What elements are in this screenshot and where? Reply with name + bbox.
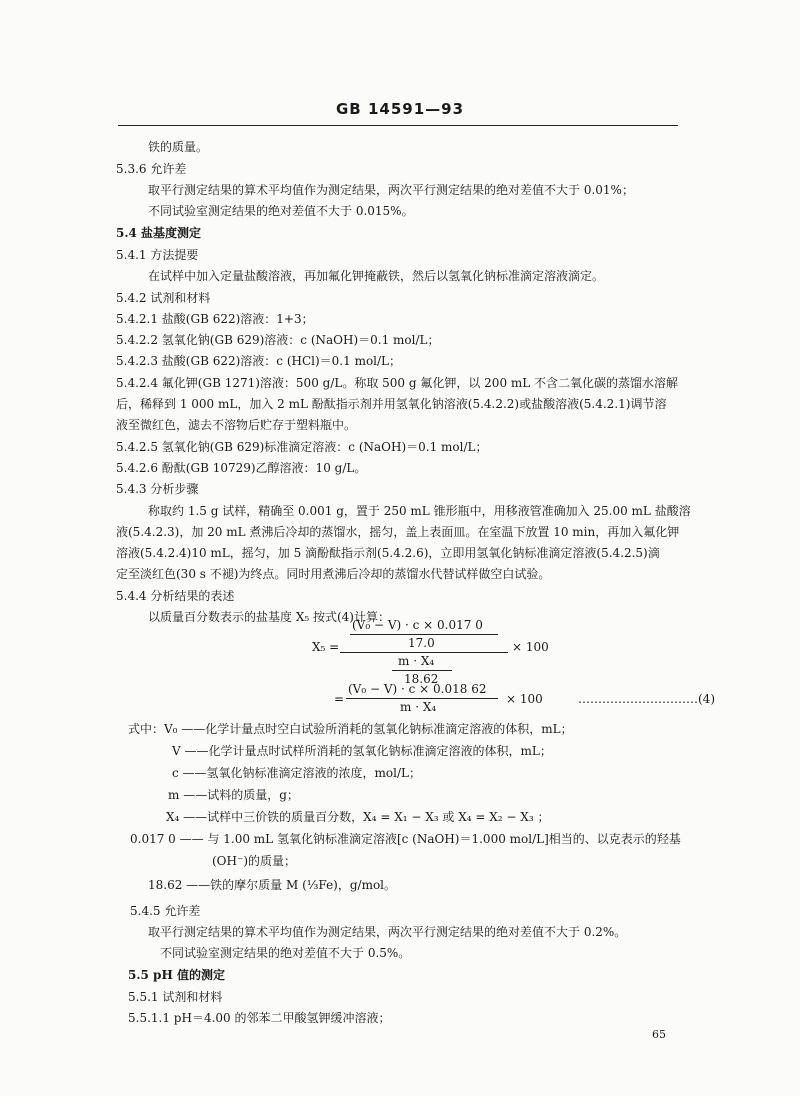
text-line: 5.4.2.1 盐酸(GB 622)溶液：1+3；: [116, 312, 314, 326]
text-line: 称取约 1.5 g 试样，精确至 0.001 g，置于 250 mL 锥形瓶中，用移液管准确加入 25.00 mL 盐酸溶: [148, 504, 691, 518]
variable-definition: X₄ ——试样中三价铁的质量百分数，X₄ = X₁ − X₃ 或 X₄ = X₂ − X₃ ；: [166, 810, 550, 824]
section-heading: 5.4.2 试剂和材料: [116, 291, 211, 305]
section-heading: 5.4.3 分析步骤: [116, 482, 199, 496]
text-line: 5.4.2.2 氢氧化钠(GB 629)溶液：c (NaOH)＝0.1 mol/L；: [116, 333, 440, 347]
text-line: 5.4.2.4 氟化钾(GB 1271)溶液：500 g/L。称取 500 g 氟化钾，以 200 mL 不含二氧化碳的蒸馏水溶解: [116, 376, 679, 390]
fraction-bar: [350, 634, 498, 635]
variable-definition: 18.62 ——铁的摩尔质量 M (⅓Fe)，g/mol。: [148, 878, 397, 892]
text-line: 在试样中加入定量盐酸溶液，再加氟化钾掩蔽铁，然后以氢氧化钠标准滴定溶液滴定。: [148, 269, 605, 283]
formula-numerator: (V₀ − V) · c × 0.018 62: [348, 682, 487, 696]
text-line: 5.4.2.6 酚酞(GB 10729)乙醇溶液：10 g/L。: [116, 461, 367, 475]
section-heading: 5.4.1 方法提要: [116, 248, 199, 262]
variable-definition: 式中：V₀ ——化学计量点时空白试验所消耗的氢氧化钠标准滴定溶液的体积，mL；: [128, 722, 573, 736]
text-line: 不同试验室测定结果的绝对差值不大于 0.015%。: [148, 204, 414, 218]
text-line: 铁的质量。: [148, 140, 209, 154]
text-line: 以质量百分数表示的盐基度 X₅ 按式(4)计算：: [148, 610, 390, 624]
formula-equals: =: [334, 692, 345, 706]
fraction-bar-main: [340, 652, 508, 653]
text-line: 取平行测定结果的算术平均值作为测定结果，两次平行测定结果的绝对差值不大于 0.01%；: [148, 183, 634, 197]
section-heading: 5.4.4 分析结果的表述: [116, 589, 235, 603]
page-number: 65: [652, 1028, 666, 1041]
variable-definition: 0.017 0 —— 与 1.00 mL 氢氧化钠标准滴定溶液[c (NaOH)＝1.000 mol/L]相当的、以克表示的羟基: [130, 832, 681, 846]
equation-number: …………………………(4): [578, 692, 715, 706]
text-line: 5.4.2.3 盐酸(GB 622)溶液：c (HCl)＝0.1 mol/L；: [116, 354, 402, 368]
fraction-bar: [346, 698, 498, 699]
formula-multiplier: × 100: [512, 640, 549, 654]
variable-definition: m ——试料的质量，g；: [168, 788, 299, 802]
section-heading: 5.5.1 试剂和材料: [128, 990, 223, 1004]
text-line: 不同试验室测定结果的绝对差值不大于 0.5%。: [160, 946, 411, 960]
document-code-header: GB 14591—93: [335, 100, 465, 118]
section-heading: 5.4.5 允许差: [130, 904, 201, 918]
fraction-bar: [392, 670, 452, 671]
variable-definition: c ——氢氧化钠标准滴定溶液的浓度，mol/L；: [172, 766, 421, 780]
text-line: 液至微红色，滤去不溶物后贮存于塑料瓶中。: [116, 418, 357, 432]
variable-definition: (OH⁻)的质量；: [212, 854, 297, 868]
formula-bottom-denominator: 18.62: [404, 672, 439, 686]
formula-top-numerator: (V₀ − V) · c × 0.017 0: [352, 618, 483, 632]
text-line: 溶液(5.4.2.4)10 mL，摇匀，加 5 滴酚酞指示剂(5.4.2.6)，立即用氢氧化钠标准滴定溶液(5.4.2.5)滴: [116, 546, 660, 560]
formula-lhs: X₅ =: [312, 640, 340, 654]
section-heading: 5.4 盐基度测定: [116, 226, 202, 240]
text-line: 定至淡红色(30 s 不褪)为终点。同时用煮沸后冷却的蒸馏水代替试样做空白试验。: [116, 567, 551, 581]
text-line: 取平行测定结果的算术平均值作为测定结果，两次平行测定结果的绝对差值不大于 0.2%。: [148, 925, 627, 939]
section-heading: 5.5 pH 值的测定: [128, 968, 225, 982]
variable-definition: V ——化学计量点时试样所消耗的氢氧化钠标准滴定溶液的体积，mL；: [172, 744, 552, 758]
formula-top-denominator: 17.0: [408, 636, 435, 650]
text-line: 5.4.2.5 氢氧化钠(GB 629)标准滴定溶液：c (NaOH)＝0.1 mol/L；: [116, 440, 488, 454]
formula-bottom-numerator: m · X₄: [398, 654, 435, 668]
section-heading: 5.3.6 允许差: [116, 162, 187, 176]
header-rule: [118, 125, 678, 126]
formula-multiplier: × 100: [506, 692, 543, 706]
text-line: 5.5.1.1 pH＝4.00 的邻苯二甲酸氢钾缓冲溶液；: [128, 1011, 391, 1025]
formula-denominator: m · X₄: [400, 700, 437, 714]
text-line: 后，稀释到 1 000 mL，加入 2 mL 酚酞指示剂并用氢氧化钠溶液(5.4.2.2)或盐酸溶液(5.4.2.1)调节溶: [116, 397, 667, 411]
text-line: 液(5.4.2.3)，加 20 mL 煮沸后冷却的蒸馏水，摇匀，盖上表面皿。在室温下放置 10 min，再加入氟化钾: [116, 525, 680, 539]
